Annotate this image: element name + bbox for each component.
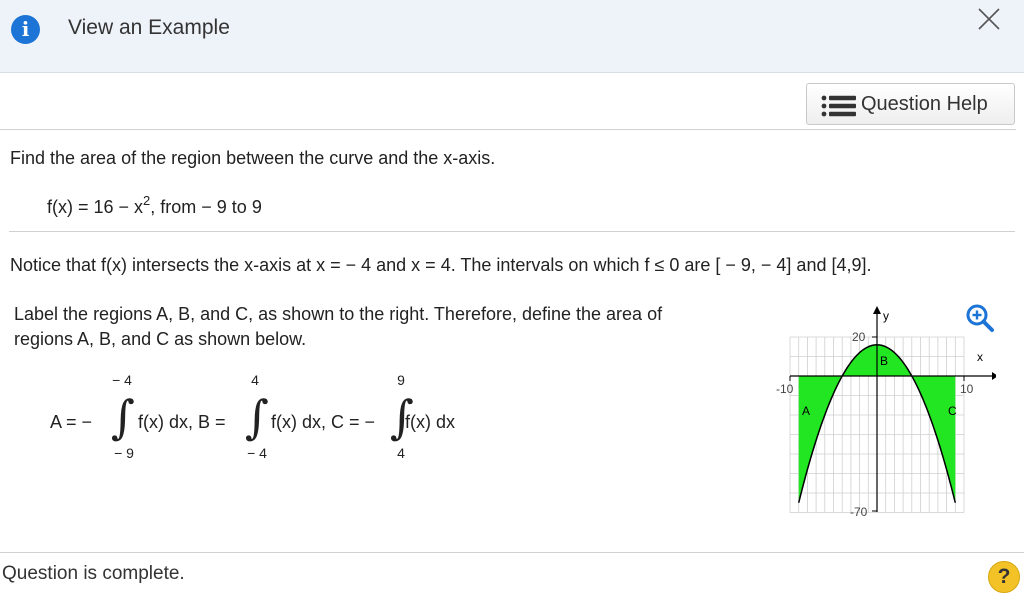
y-min-label: -70: [850, 505, 868, 519]
x-axis-label: x: [977, 350, 983, 364]
integral-a-lower: − 9: [114, 445, 134, 461]
region-graph: [776, 306, 996, 522]
function-expression: $f(x) = 16 - x^2$, from − 9 to 9: [47, 193, 262, 217]
x-max-label: 10: [960, 382, 974, 396]
divider: [9, 231, 1015, 232]
label-regions-line2: regions A, B, and C as shown below.: [14, 329, 307, 349]
formula-b-integrand: f(x) dx, C = −: [271, 412, 376, 432]
close-icon[interactable]: [974, 4, 1004, 34]
integral-c-lower: 4: [397, 445, 405, 461]
y-axis-arrow: [873, 306, 881, 314]
problem-prompt: Find the area of the region between the curve and the x-axis.: [10, 148, 496, 168]
label-regions-line1: Label the regions A, B, and C, as shown to the right. Therefore, define the area of: [14, 304, 663, 324]
divider: [0, 552, 1024, 553]
x-min-label: -10: [776, 382, 794, 396]
region-c-label: C: [948, 404, 957, 418]
integral-b-upper: 4: [251, 372, 259, 388]
y-axis-label: y: [883, 309, 889, 323]
example-header: [0, 0, 1024, 73]
info-icon: i: [11, 15, 40, 44]
x-axis-arrow: [992, 372, 996, 380]
integral-b-lower: − 4: [247, 445, 267, 461]
integral-a-upper: − 4: [112, 372, 132, 388]
list-icon: [821, 95, 857, 117]
zoom-in-icon[interactable]: [965, 303, 995, 333]
integral-c-upper: 9: [397, 372, 405, 388]
notice-text: Notice that f(x) intersects the x-axis at x = − 4 and x = 4. The intervals on which f ≤ 0 are [ − 9, − 4] and [4,9].: [10, 255, 872, 275]
region-a-label: A: [802, 404, 811, 418]
question-help-button[interactable]: [806, 83, 1015, 125]
divider: [0, 129, 1016, 130]
completion-status: Question is complete.: [2, 563, 185, 584]
formula-a-prefix: A = −: [50, 412, 93, 432]
region-b-label: B: [880, 354, 889, 368]
integral-sign-a: ∫: [111, 390, 135, 444]
help-icon[interactable]: ?: [988, 561, 1020, 593]
y-max-label: 20: [852, 330, 866, 344]
integral-sign-c: ∫: [390, 390, 414, 444]
formula-a-integrand: f(x) dx, B =: [138, 412, 226, 432]
formula-c-integrand: f(x) dx: [405, 412, 456, 432]
integral-sign-b: ∫: [245, 390, 269, 444]
header-title: View an Example: [68, 16, 230, 39]
question-help-label: Question Help: [861, 93, 988, 115]
